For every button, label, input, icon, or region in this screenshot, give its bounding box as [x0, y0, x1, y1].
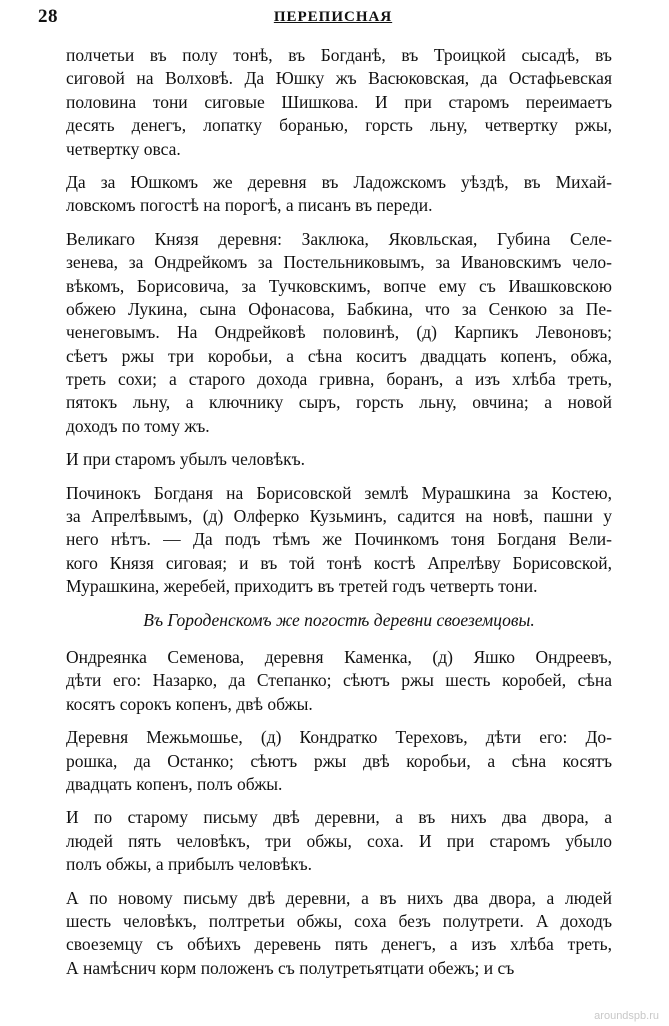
- text-line: половина тони сиговые Шишкова. И при старомъ переимаетъ: [66, 91, 612, 112]
- text-line: сиговой на Волховѣ. Да Юшку жъ Васюковская, да Остафьевская: [66, 68, 612, 89]
- text-line: Деревня Межьмошье, (д) Кондратко Тереховъ, дѣти его: До-: [66, 727, 612, 748]
- paragraph: [66, 482, 612, 599]
- text-line: доходъ по тому жъ.: [66, 415, 210, 436]
- text-line: Мурашкина, жеребей, приходитъ въ третей годъ четверть тони.: [66, 576, 538, 597]
- paragraph: [66, 448, 612, 471]
- text-line: обжею Лукина, сына Офонасова, Бабкина, что за Сенкою за Пе-: [66, 298, 612, 319]
- text-line: него нѣтъ. — Да подъ тѣмъ же Починкомъ тоня Богданя Вели-: [66, 529, 612, 550]
- text-line: кого Князя сиговая; и въ той тонѣ костѣ Апрелѣву Борисовской,: [66, 552, 612, 573]
- paragraph: [66, 646, 612, 716]
- text-line: пятокъ льну, а ключнику сыръ, горсть льну, овчина; а новой: [66, 392, 612, 413]
- text-line: двадцать копенъ, полъ обжы.: [66, 773, 283, 794]
- text-line: шесть человѣкъ, полтретьи обжы, соха безъ полутрети. А доходъ: [66, 910, 612, 931]
- text-line: за Апрелѣвымъ, (д) Олферко Кузьминъ, садится на новѣ, пашни у: [66, 506, 612, 527]
- text-line: Великаго Князя деревня: Заклюка, Яковльская, Губина Селе-: [66, 228, 612, 249]
- paragraph: [66, 171, 612, 218]
- text-line: рошка, да Останко; сѣютъ ржы двѣ коробьи, а сѣна косятъ: [66, 750, 612, 771]
- text-line: А по новому письму двѣ деревни, а въ нихъ два двора, а людей: [66, 887, 612, 908]
- text-line: Ондреянка Семенова, деревня Каменка, (д) Яшко Ондреевъ,: [66, 647, 612, 667]
- watermark-text: aroundspb.ru: [594, 1010, 659, 1022]
- text-line: треть сохи; а старого дохода гривна, боранъ, а изъ хлѣба треть,: [66, 369, 612, 390]
- section-heading: Въ Городенскомъ же погостѣ деревни своеземцовы.: [143, 609, 535, 630]
- text-line: ченеговымъ. На Ондрейковѣ половинѣ, (д) Карпикъ Левоновъ;: [66, 322, 612, 343]
- paragraph: [66, 228, 612, 439]
- text-line: сѣетъ ржы три коробьи, а сѣна коситъ двадцать копенъ, обжа,: [66, 345, 612, 366]
- text-line: Да за Юшкомъ же деревня въ Ладожскомъ уѣздѣ, въ Михай-: [66, 171, 612, 192]
- text-line: своеземцу съ обѣихъ деревень пять денегъ, а изъ хлѣба треть,: [66, 934, 612, 955]
- body-text: [66, 44, 612, 990]
- page-header: [38, 6, 628, 32]
- text-line: десять денегъ, лопатку боранью, горсть льну, четвертку ржы,: [66, 115, 612, 136]
- text-line: И при старомъ убылъ человѣкъ.: [66, 449, 306, 470]
- text-line: полчетьи въ полу тонѣ, въ Богданѣ, въ Троицкой сысадѣ, въ: [66, 45, 612, 65]
- text-line: четвертку овса.: [66, 138, 181, 159]
- text-line: полъ обжы, а прибылъ человѣкъ.: [66, 854, 313, 875]
- text-line: Починокъ Богданя на Борисовской землѣ Мурашкина за Костею,: [66, 482, 612, 503]
- paragraph: [66, 887, 612, 981]
- text-line: И по старому письму двѣ деревни, а въ нихъ два двора, а: [66, 807, 612, 828]
- text-line: вѣкомъ, Борисовича, за Тучковскимъ, вопче ему съ Ивашковскою: [66, 275, 612, 296]
- page-number: 28: [38, 6, 58, 27]
- running-title: ПЕРЕПИСНАЯ: [273, 9, 393, 25]
- text-line: дѣти его: Назарко, да Степанко; сѣютъ ржы шесть коробей, сѣна: [66, 670, 612, 691]
- text-line: А намѣснич корм положенъ съ полутретьятцати обежъ; и съ: [66, 957, 515, 978]
- text-line: людей пять человѣкъ, три обжы, соха. И при старомъ убыло: [66, 830, 612, 851]
- text-line: косятъ сорокъ копенъ, двѣ обжы.: [66, 693, 313, 714]
- text-line: зенева, за Ондрейкомъ за Постельниковымъ, за Ивановскимъ чело-: [66, 252, 612, 273]
- paragraph: [66, 44, 612, 161]
- text-line: ловскомъ погостѣ на порогѣ, а писанъ въ переди.: [66, 195, 433, 216]
- paragraph: [66, 806, 612, 876]
- paragraph: [66, 726, 612, 796]
